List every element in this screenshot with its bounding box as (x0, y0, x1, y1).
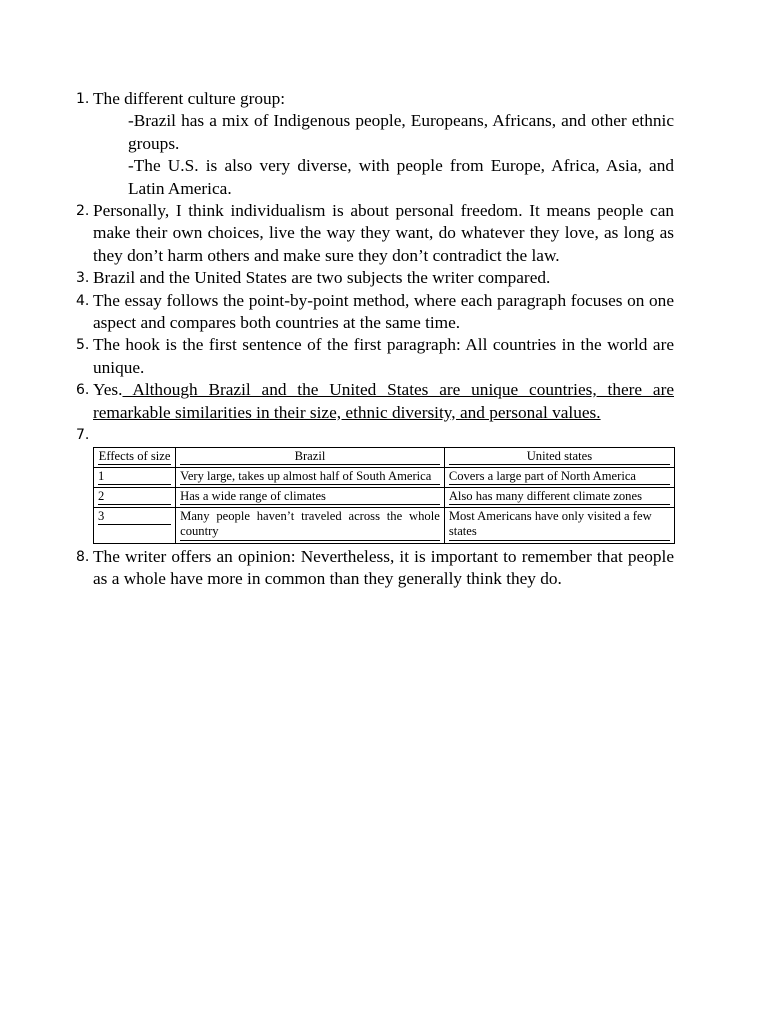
item-number: 6. (76, 382, 90, 399)
item-number: 7. (76, 427, 90, 444)
effects-of-size-table (93, 447, 675, 544)
sub-point-us: -The U.S. is also very diverse, with people from Europe, Africa, Asia, and Latin America. (128, 156, 674, 198)
item-text: The different culture group: (93, 89, 286, 108)
header-cell: Effects of size (94, 447, 176, 467)
header-cell: Brazil (176, 447, 445, 467)
table-cell: Also has many different climate zones (444, 487, 674, 507)
item-text: The writer offers an opinion: Nevertheless, it is important to remember that people as a whole have more in common than they generally think they do. (93, 546, 674, 588)
answer-item-4 (76, 290, 674, 335)
table-cell: 3 (94, 508, 176, 543)
item-text-plain: Yes. (93, 380, 123, 400)
answer-list (76, 88, 674, 590)
item-number: 1. (76, 91, 90, 107)
item-number: 2. (76, 203, 90, 220)
answer-item-7 (76, 424, 674, 446)
answer-item-5 (76, 334, 674, 379)
table-cell: 2 (94, 487, 176, 507)
thesis-underlined: Although Brazil and the United States are unique countries, there are remarkable similarities in their size, ethnic diversity, and personal values. (93, 380, 674, 422)
item-text: The essay follows the point-by-point method, where each paragraph focuses on one aspect and compares both countries at the same time. (93, 290, 674, 333)
item-number: 4. (76, 292, 90, 309)
table-cell: Covers a large part of North America (444, 467, 674, 487)
item-number: 3. (76, 270, 90, 287)
table-row (94, 508, 675, 543)
answer-item-6 (76, 379, 674, 424)
answer-item-3 (76, 267, 674, 289)
answer-item-2 (76, 200, 674, 267)
item-text: Brazil and the United States are two subjects the writer compared. (93, 268, 551, 288)
table-cell: Most Americans have only visited a few states (444, 508, 674, 543)
sub-point-brazil: -Brazil has a mix of Indigenous people, Europeans, Africans, and other ethnic groups. (128, 111, 674, 153)
item-text: The hook is the first sentence of the first paragraph: All countries in the world are unique. (93, 335, 674, 377)
item-text: Personally, I think individualism is about personal freedom. It means people can make their own choices, live the way they want, do whatever they love, as long as they don’t harm others and make sure they don’t contradict the law. (93, 201, 674, 265)
table-cell: Has a wide range of climates (176, 487, 445, 507)
table-cell: Very large, takes up almost half of South America (176, 467, 445, 487)
table-cell: Many people haven’t traveled across the whole country (176, 508, 445, 543)
header-cell: United states (444, 447, 674, 467)
answer-item-8 (76, 546, 674, 591)
table-cell: 1 (94, 467, 176, 487)
table-row (94, 487, 675, 507)
item-number: 5. (76, 337, 90, 354)
item-number: 8. (76, 548, 90, 565)
table-header-row (94, 447, 675, 467)
table-row (94, 467, 675, 487)
answer-item-1 (76, 88, 674, 200)
